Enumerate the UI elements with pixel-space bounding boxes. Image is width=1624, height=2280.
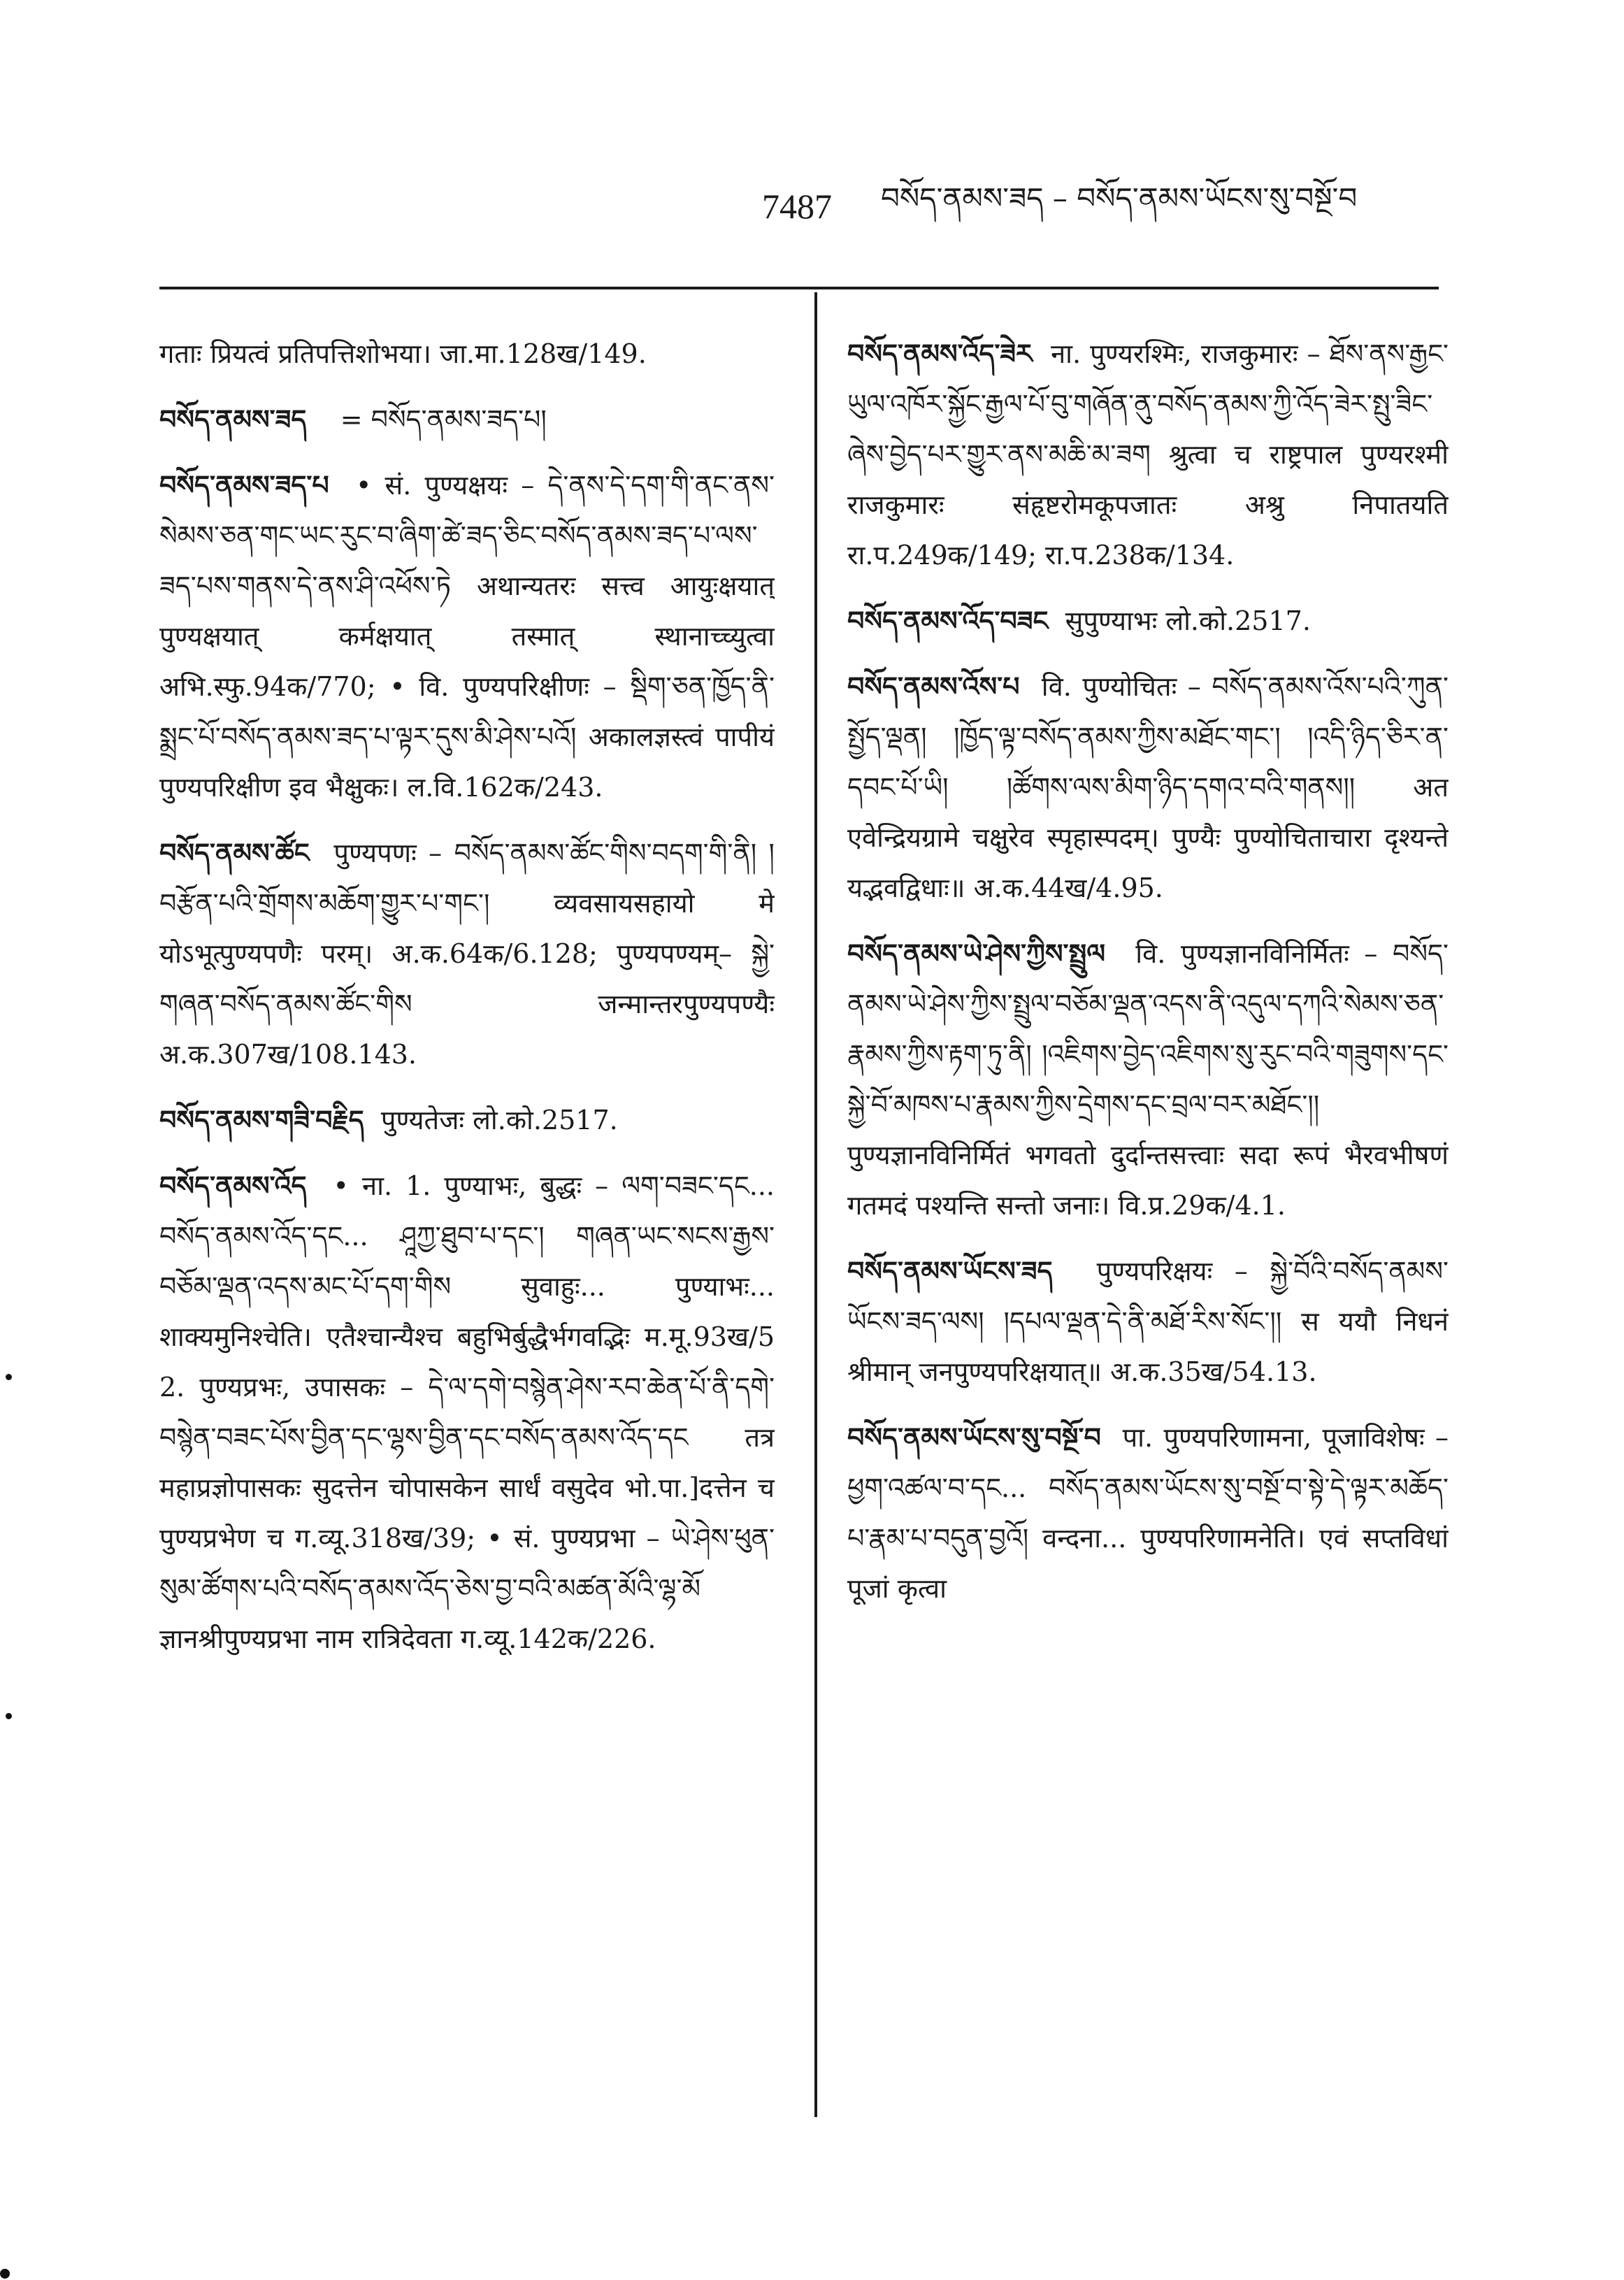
dictionary-entry <box>159 1095 775 1145</box>
dictionary-entry <box>847 329 1449 580</box>
entry-headword: བསོད་ནམས་འོད་བཟང <box>847 605 1049 636</box>
column-divider <box>814 292 817 2117</box>
entry-text: पा. पुण्यपरिणामना, पूजाविशेषः – ཕྱག་འཚལ་བ་དང... བསོད་ནམས་ཡོངས་སུ་བསྔོ་བ་སྟེ་དེ་ལྟར་མཆོད་པ་རྣམ་པ་བདུན་བྱའོ། वन्दना... पुण्यपरिणामनेति। एवं सप्तविधां पूजां कृत्वा <box>847 1422 1449 1604</box>
right-column <box>847 329 1449 2140</box>
entry-text: • सं. पुण्यक्षयः – དེ་ནས་དེ་དག་གི་ནང་ནས་སེམས་ཅན་གང་ཡང་རུང་བ་ཞིག་ཚེ་ཟད་ཅིང་བསོད་ནམས་ཟད་པ་ལས་ཟད་པས་གནས་དེ་ནས་ཤི་འཕོས་ཏེ अथान्यतरः सत्त्व आयुःक्षयात् पुण्यक्षयात् कर्मक्षयात् तस्मात् स्थानाच्च्युत्वा अभि.स्फु.94क/770; • वि. पुण्यपरिक्षीणः – སྡིག་ཅན་ཁྱོད་ནི་སྨྲང་པོ་བསོད་ནམས་ཟད་པ་ལྟར་དུས་མི་ཤེས་པའོ། अकालज्ञस्त्वं पापीयं पुण्यपरिक्षीण इव भैक्षुकः। ल.वि.162क/243. <box>159 470 775 803</box>
entry-headword: བསོད་ནམས་འོད <box>159 1170 307 1201</box>
entry-text: ना. पुण्यरश्मिः, राजकुमारः – ཐོས་ནས་རྒྱང་ཡུལ་འཁོར་སྐྱོང་རྒྱལ་པོ་བུ་གཞོན་ནུ་བསོད་ནམས་ཀྱི་འོད་ཟེར་སྤུ་ཟིང་ཞེས་བྱེད་པར་གྱུར་ནས་མཆི་མ་ཟག श्रुत्वा च राष्ट्रपाल पुण्यरश्मी राजकुमारः संहृष्टरोमकूपजातः अश्रु निपातयति रा.प.249क/149; रा.प.238क/134. <box>847 338 1449 571</box>
entry-text: पुण्यतेजः लो.को.2517. <box>380 1105 618 1135</box>
scan-speck <box>6 1374 12 1380</box>
entry-headword: བསོད་ནམས་ཚོང <box>159 837 310 868</box>
dictionary-entry <box>159 828 775 1080</box>
entry-text: = བསོད་ནམས་ཟད་པ། <box>340 404 547 435</box>
entry-headword: བསོད་ནམས་ཡོངས་སུ་བསྔོ་བ <box>847 1421 1101 1453</box>
dictionary-entry <box>847 1246 1449 1397</box>
header-rule <box>159 287 1439 289</box>
entry-text: वि. पुण्योचितः – བསོད་ནམས་འོས་པའི་ཀུན་སྤྱོད་ལྡན། །ཁྱོད་ལྟ་བསོད་ནམས་ཀྱིས་མཐོང་གང་། །འདི་ཉིད་ཅིར་ན་དབང་པོ་ཡི། །ཚོགས་ལས་མིག་ཉིད་དགའ་བའི་གནས།། अत एवेन्द्रियग्रामे चक्षुरेव स्पृहास्पदम्। पुण्यैः पुण्योचिताचारा दृश्यन्ते यद्भवद्विधाः॥ अ.क.44ख/4.95. <box>847 671 1449 903</box>
entry-text: वि. पुण्यज्ञानविनिर्मितः – བསོད་ནམས་ཡེ་ཤེས་ཀྱིས་སྤྲུལ་བཅོམ་ལྡན་འདས་ནི་འདུལ་དཀའི་སེམས་ཅན་རྣམས་ཀྱིས་རྟག་ཏུ་ནི། །འཇིགས་བྱེད་འཇིགས་སུ་རུང་བའི་གཟུགས་དང་སྐྱེ་བོ་མཁས་པ་རྣམས་ཀྱིས་དྲེགས་དང་བྲལ་བར་མཐོང་།། पुण्यज्ञानविनिर्मितं भगवतो दुर्दान्तसत्त्वाः सदा रूपं भैरवभीषणं गतमदं पश्यन्ति सन्तो जनाः। वि.प्र.29क/4.1. <box>847 938 1449 1221</box>
dictionary-entry <box>847 1412 1449 1614</box>
page-number: 7487 <box>762 187 832 226</box>
entry-text: पुण्यपरिक्षयः – སྐྱེ་བོའི་བསོད་ནམས་ཡོངས་ཟད་ལས། །དཔལ་ལྡན་དེ་ནི་མཐོ་རིས་སོང་།། स ययौ निधनं श्रीमान् जनपुण्यपरिक्षयात्॥ अ.क.35ख/54.13. <box>847 1256 1449 1387</box>
dictionary-entry <box>159 460 775 812</box>
entry-headword: བསོད་ནམས་འོད་ཟེར <box>847 338 1033 369</box>
entry-headword: བསོད་ནམས་འོས་པ <box>847 671 1020 702</box>
scan-speck <box>0 2269 10 2279</box>
dictionary-entry <box>159 394 775 445</box>
page-header <box>762 178 1461 234</box>
dictionary-entry <box>847 929 1449 1231</box>
dictionary-entry <box>159 329 775 379</box>
entry-headword: བསོད་ནམས་ཟད <box>159 403 307 435</box>
dictionary-entry <box>159 1161 775 1664</box>
entry-headword: བསོད་ནམས་ཡེ་ཤེས་ཀྱིས་སྤྲུལ <box>847 938 1106 969</box>
entry-text: पुण्यपणः – བསོད་ནམས་ཚོང་གིས་བདག་གི་ནི། །བརྩོན་པའི་གྲོགས་མཆོག་གྱུར་པ་གང་། व्यवसायसहायो मे योऽभूत्पुण्यपणैः परम्। अ.क.64क/6.128; पुण्यपण्यम्– སྐྱེ་གཞན་བསོད་ནམས་ཚོང་གིས जन्मान्तरपुण्यपण्यैः अ.क.307ख/108.143. <box>159 838 775 1070</box>
running-head: བསོད་ནམས་ཟད – བསོད་ནམས་ཡོངས་སུ་བསྔོ་བ <box>881 180 1358 215</box>
entry-text: • ना. 1. पुण्याभः, बुद्धः – ལག་བཟང་དང... བསོད་ནམས་འོད་དང... ཤཱཀྱ་ཐུབ་པ་དང་། གཞན་ཡང་སངས་རྒྱས་བཅོམ་ལྡན་འདས་མང་པོ་དག་གིས सुवाहुः... पुण्याभः... शाक्यमुनिश्चेति। एतैश्चान्यैश्च बहुभिर्बुद्धैर्भगवद्भिः म.मू.93ख/5 2. पुण्यप्रभः, उपासकः – དེ་ལ་དགེ་བསྙེན་ཤེས་རབ་ཆེན་པོ་ནི་དགེ་བསྙེན་བཟང་པོས་བྱིན་དང་ལྷས་བྱིན་དང་བསོད་ནམས་འོད་དང तत्र महाप्रज्ञोपासकः सुदत्तेन चोपासकेन सार्धं वसुदेव भो.पा.]दत्तेन च पुण्यप्रभेण च ग.व्यू.318ख/39; • सं. पुण्यप्रभा – ཡེ་ཤེས་ཕུན་སུམ་ཚོགས་པའི་བསོད་ནམས་འོད་ཅེས་བྱ་བའི་མཚན་མོའི་ལྷ་མོ ज्ञानश्रीपुण्यप्रभा नाम रात्रिदेवता ग.व्यू.142क/226. <box>159 1170 775 1654</box>
entry-text: सुपुण्याभः लो.को.2517. <box>1065 605 1311 636</box>
dictionary-entry <box>847 596 1449 646</box>
left-column <box>159 329 775 2140</box>
entry-headword: བསོད་ནམས་གཟི་བརྗིད <box>159 1104 364 1135</box>
dictionary-entry <box>847 661 1449 913</box>
scan-speck <box>6 1713 12 1719</box>
entry-headword: བསོད་ནམས་ཟད་པ <box>159 469 329 501</box>
entry-text: गताः प्रियत्वं प्रतिपत्तिशोभया। जा.मा.128ख/149. <box>159 338 647 369</box>
entry-headword: བསོད་ནམས་ཡོངས་ཟད <box>847 1255 1053 1286</box>
